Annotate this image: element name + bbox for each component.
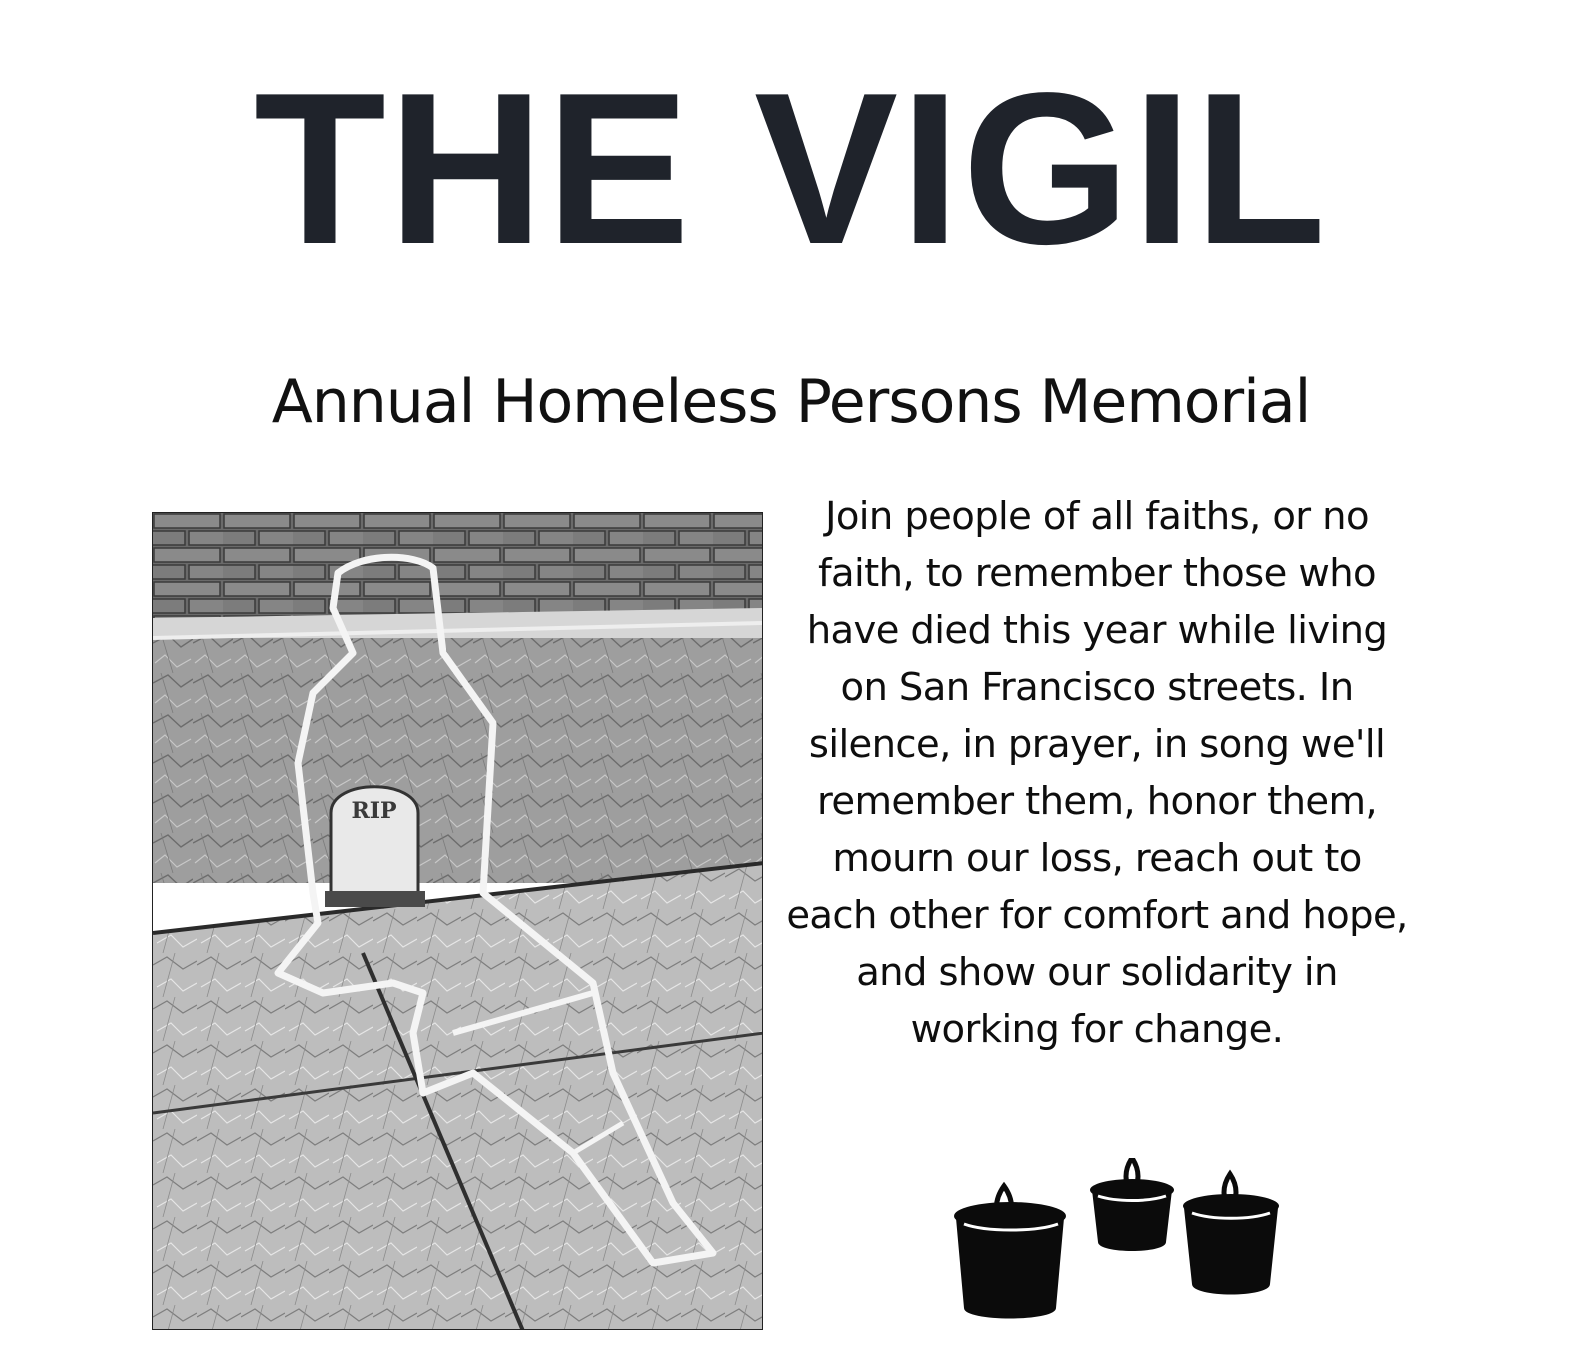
candles-icon (946, 1158, 1286, 1338)
page-title: THE VIGIL (253, 47, 1329, 289)
candle-small-icon (1090, 1158, 1174, 1251)
candle-medium-icon (1183, 1174, 1279, 1295)
candle-large-icon (954, 1186, 1066, 1319)
gravestone-label: RIP (351, 798, 397, 824)
description-text: Join people of all faiths, or no faith, to remember those who have died this year while living on San Francisco streets. In silence, in prayer, in song we'll remember them, honor them, mourn our loss, reach out to each other for comfort and hope, and show our solidarity in working for change. (786, 494, 1408, 1052)
page-subtitle: Annual Homeless Persons Memorial (271, 367, 1311, 437)
memorial-illustration (152, 512, 763, 1330)
